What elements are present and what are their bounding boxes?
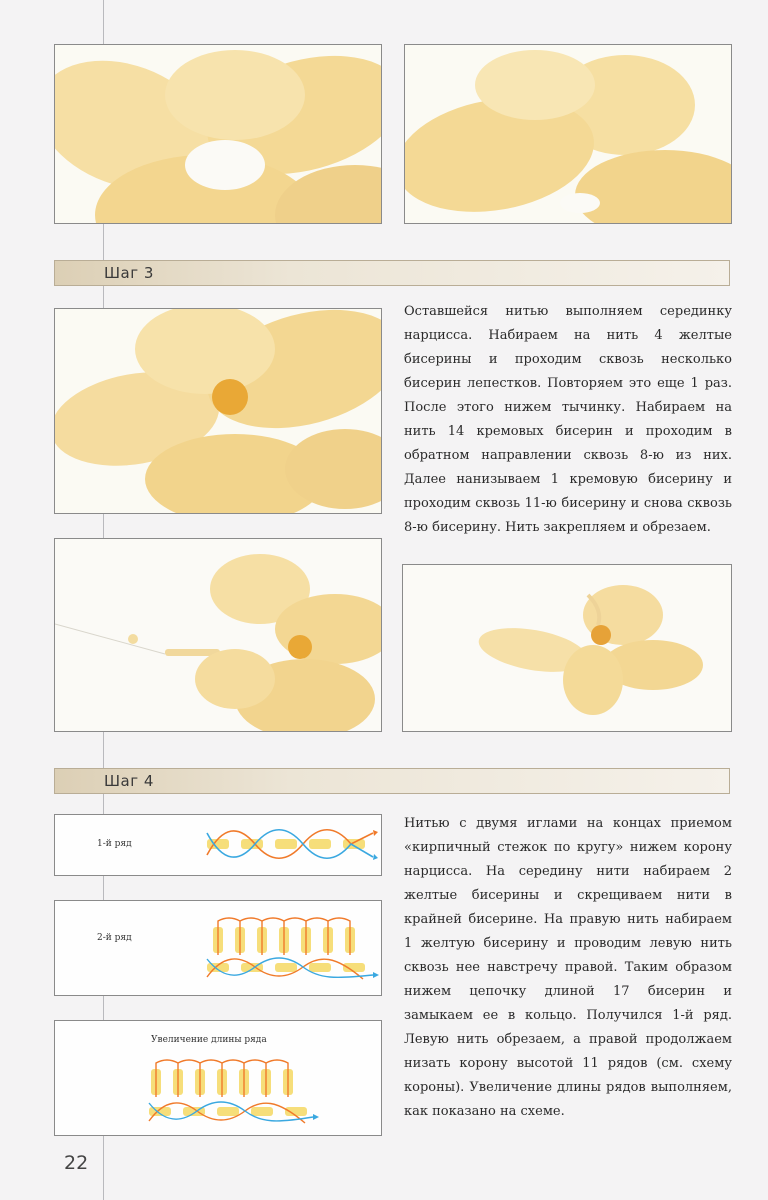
row-2-scheme xyxy=(203,915,382,985)
diagram-row-1-label: 1-й ряд xyxy=(97,839,132,849)
increase-scheme xyxy=(145,1055,325,1129)
photo-petals-top-left xyxy=(54,44,382,224)
diagram-row-2 xyxy=(54,900,382,996)
photo-flower-with-stamen xyxy=(54,538,382,732)
page-number: 22 xyxy=(64,1152,89,1174)
step-4-header xyxy=(54,768,730,794)
photo-finished-flower xyxy=(402,564,732,732)
step-4-title: Шаг 4 xyxy=(104,772,154,790)
photo-flower-center-closeup xyxy=(54,308,382,514)
step-3-header xyxy=(54,260,730,286)
diagram-row-increase xyxy=(54,1020,382,1136)
diagram-row-1 xyxy=(54,814,382,876)
step-4-instructions: Нитью с двумя иглами на концах приемом «кирпичный стежок по кругу» нижем корону нарцисса. На середину нити набираем 2 желтые бисерины и скрещиваем нити в крайней бисерине. На правую нить набираем 1 желтую бисерину и проводим левую нить сквозь нее навстречу правой. Таким образом нижем цепочку длиной 17 бисерин и замыкаем ее в кольцо. Получился 1-й ряд. Левую нить обрезаем, а правой продолжаем низать корону высотой 11 рядов (см. схему короны). Увеличение длины рядов выполняем, как показано на схеме. xyxy=(404,816,732,1119)
diagram-increase-label: Увеличение длины ряда xyxy=(151,1035,267,1045)
row-1-scheme xyxy=(203,825,382,865)
photo-petals-top-right xyxy=(404,44,732,224)
step-3-instructions: Оставшейся нитью выполняем серединку нарцисса. Набираем на нить 4 желтые бисерины и проходим сквозь несколько бисерин лепестков. Повторяем это еще 1 раз. После этого нижем тычинку. Набираем на нить 14 кремовых бисерин и проходим в обратном направлении сквозь 8-ю из них. Далее нанизываем 1 кремовую бисерину и проходим сквозь 11-ю бисерину и снова сквозь 8-ю бисерину. Нить закрепляем и обрезаем. xyxy=(404,304,732,535)
diagram-row-2-label: 2-й ряд xyxy=(97,933,132,943)
step-3-title: Шаг 3 xyxy=(104,264,154,282)
